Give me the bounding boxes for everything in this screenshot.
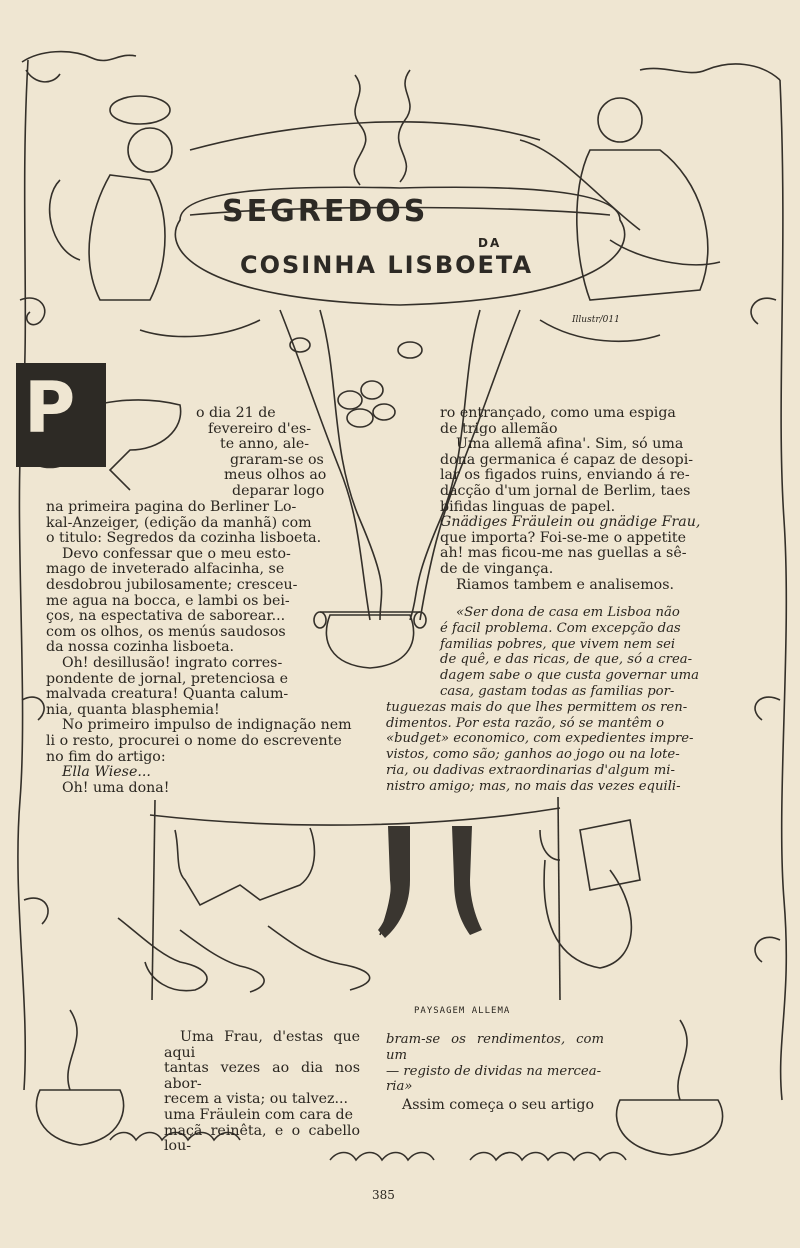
text-line: dimentos. Por esta razão, só se mantêm o bbox=[386, 715, 665, 731]
text-line: ah! mas ficou-me nas guellas a sê- bbox=[440, 545, 687, 562]
text-line: tuguezas mais do que lhes permittem os ren- bbox=[386, 699, 688, 715]
text-line: te anno, ale- bbox=[220, 436, 310, 453]
text-line: nistro amigo; mas, no mais das vezes equili- bbox=[386, 778, 681, 794]
text-line: graram-se os bbox=[230, 451, 324, 468]
text-line: de quê, e das ricas, de que, só a crea- bbox=[440, 652, 693, 668]
text-line: — registo de dividas na mercea- bbox=[386, 1063, 602, 1079]
text-line: bifidas linguas de papel. bbox=[440, 498, 616, 515]
text-line: dona germanica é capaz de desopi- bbox=[440, 451, 694, 468]
text-line: li o resto, procurei o nome do escrevente bbox=[46, 732, 342, 749]
illustration-caption: PAYSAGEM ALLEMA bbox=[414, 1006, 511, 1016]
text-line: ria, ou dadivas extraordinarias d'algum mi- bbox=[386, 762, 675, 778]
drop-cap-letter: P bbox=[24, 367, 76, 449]
text-line: casa, gastam todas as familias por- bbox=[440, 683, 675, 699]
text-line: malvada creatura! Quanta calum- bbox=[46, 686, 289, 703]
text-line: que importa? Foi-se-me o appetite bbox=[440, 529, 686, 546]
clothesline bbox=[150, 808, 560, 825]
text-line: me agua na bocca, e lambi os bei- bbox=[46, 592, 290, 609]
text-line: Devo confessar que o meu esto- bbox=[62, 545, 291, 562]
page-number: 385 bbox=[372, 1188, 395, 1202]
text-line: dacção d'um jornal de Berlim, taes bbox=[440, 482, 691, 499]
article-title-da: DA bbox=[478, 236, 502, 250]
text-line: Ella Wiese... bbox=[62, 764, 151, 781]
text-line: com os olhos, os menús saudosos bbox=[46, 623, 286, 640]
right-border-vine bbox=[780, 80, 786, 1100]
text-line: «budget» economico, com expedientes impre- bbox=[386, 731, 694, 747]
bottom-right-last-line: Assim começa o seu artigo bbox=[402, 1097, 595, 1113]
bottom-left-text bbox=[164, 1030, 360, 1155]
text-line: No primeiro impulso de indignação nem bbox=[62, 717, 352, 734]
text-line: recem a vista; ou talvez... bbox=[164, 1091, 349, 1108]
text-line: na primeira pagina do Berliner Lo- bbox=[46, 499, 297, 515]
right-column-quote bbox=[386, 605, 702, 795]
text-line: de trigo allemão bbox=[440, 420, 558, 437]
text-line: Uma allemã afina'. Sim, só uma bbox=[456, 436, 684, 453]
text-line: Gnädiges Fräulein ou gnädige Frau, bbox=[440, 514, 701, 531]
left-column-body bbox=[46, 500, 364, 796]
text-line: ro entrançado, como uma espiga bbox=[440, 405, 676, 421]
bottom-right-quote bbox=[386, 1032, 604, 1095]
text-line: lar os figados ruins, enviando á re- bbox=[440, 467, 690, 484]
text-line: no fim do artigo: bbox=[46, 748, 166, 765]
text-line: bram-se os rendimentos, com um bbox=[386, 1032, 604, 1063]
text-line: ria» bbox=[386, 1079, 413, 1095]
illustrator-signature: Illustr/011 bbox=[572, 315, 620, 325]
text-line: kal-Anzeiger, (edição da manhã) com bbox=[46, 514, 312, 531]
left-column-intro bbox=[196, 406, 330, 500]
text-line: de de vingança. bbox=[440, 560, 554, 577]
text-line: uma Fräulein com cara de bbox=[164, 1106, 353, 1123]
text-line: da nossa cozinha lisboeta. bbox=[46, 639, 235, 656]
text-line: familias pobres, que vivem nem sei bbox=[440, 636, 676, 652]
article-title-line1: SEGREDOS bbox=[222, 194, 429, 229]
text-line: o titulo: Segredos da cozinha lisboeta. bbox=[46, 530, 322, 547]
text-line: Oh! desillusão! ingrato corres- bbox=[62, 654, 283, 671]
left-border-vine bbox=[18, 60, 28, 1090]
article-title-line2: COSINHA LISBOETA bbox=[240, 251, 534, 279]
text-line: desdobrou jubilosamente; cresceu- bbox=[46, 576, 298, 593]
geese bbox=[118, 918, 207, 991]
text-line: nia, quanta blasphemia! bbox=[46, 701, 220, 718]
text-line: Oh! uma dona! bbox=[62, 779, 170, 796]
text-line: dagem sabe o que custa governar uma bbox=[440, 668, 700, 684]
right-column-body bbox=[440, 406, 702, 593]
text-line: é facil problema. Com excepção das bbox=[440, 620, 681, 636]
text-line: mago de inveterado alfacinha, se bbox=[46, 561, 285, 578]
text-line: pondente de jornal, pretenciosa e bbox=[46, 670, 289, 687]
text-line: tantas vezes ao dia nos abor- bbox=[164, 1060, 360, 1092]
text-line: fevereiro d'es- bbox=[208, 420, 312, 437]
text-line: maçã reinêta, e o cabello lou- bbox=[164, 1122, 360, 1155]
text-line: Riamos tambem e analisemos. bbox=[456, 576, 675, 593]
text-line: deparar logo bbox=[232, 482, 325, 499]
text-line: Uma Frau, d'estas que aqui bbox=[164, 1029, 360, 1061]
text-line: o dia 21 de bbox=[196, 405, 276, 421]
text-line: ços, na espectativa de saborear... bbox=[46, 608, 286, 625]
text-line: «Ser dona de casa em Lisboa não bbox=[456, 605, 680, 620]
text-line: meus olhos ao bbox=[224, 467, 327, 484]
text-line: vistos, como são; ganhos ao jogo ou na lote- bbox=[386, 747, 680, 763]
